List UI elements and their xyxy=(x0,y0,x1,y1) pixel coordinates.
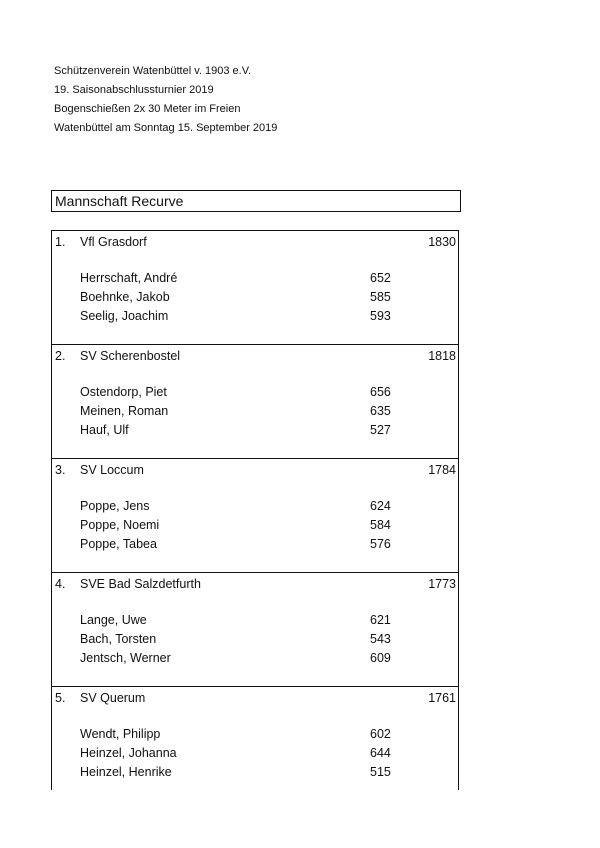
member-row xyxy=(52,421,458,440)
team-rank: 1. xyxy=(55,235,66,249)
member-score: 609 xyxy=(370,651,391,665)
member-row xyxy=(52,288,458,307)
member-row xyxy=(52,269,458,288)
discipline: Bogenschießen 2x 30 Meter im Freien xyxy=(54,103,241,115)
member-row xyxy=(52,763,458,782)
event-date: Watenbüttel am Sonntag 15. September 2019 xyxy=(54,122,278,134)
team-rank: 3. xyxy=(55,463,66,477)
member-row xyxy=(52,497,458,516)
member-score: 543 xyxy=(370,632,391,646)
team-block xyxy=(52,230,458,344)
member-name: Meinen, Roman xyxy=(80,404,169,418)
team-block xyxy=(52,572,458,686)
member-name: Wendt, Philipp xyxy=(80,727,161,741)
member-row xyxy=(52,630,458,649)
team-total: 1773 xyxy=(428,577,456,591)
team-total: 1784 xyxy=(428,463,456,477)
member-score: 644 xyxy=(370,746,391,760)
member-name: Heinzel, Johanna xyxy=(80,746,177,760)
member-row xyxy=(52,516,458,535)
team-rank: 2. xyxy=(55,349,66,363)
member-name: Seelig, Joachim xyxy=(80,309,169,323)
member-name: Heinzel, Henrike xyxy=(80,765,172,779)
member-score: 621 xyxy=(370,613,391,627)
member-row xyxy=(52,383,458,402)
team-name: Vfl Grasdorf xyxy=(80,235,147,249)
member-score: 635 xyxy=(370,404,391,418)
member-row xyxy=(52,535,458,554)
member-row xyxy=(52,649,458,668)
member-score: 576 xyxy=(370,537,391,551)
member-list xyxy=(52,383,458,440)
section-title: Mannschaft Recurve xyxy=(51,190,461,212)
team-total: 1761 xyxy=(428,691,456,705)
team-header xyxy=(52,687,458,709)
team-rank: 4. xyxy=(55,577,66,591)
member-list xyxy=(52,725,458,782)
member-score: 515 xyxy=(370,765,391,779)
team-header xyxy=(52,573,458,595)
document-header xyxy=(54,62,277,138)
member-score: 652 xyxy=(370,271,391,285)
team-name: SV Querum xyxy=(80,691,146,705)
team-header xyxy=(52,345,458,367)
member-score: 585 xyxy=(370,290,391,304)
member-score: 584 xyxy=(370,518,391,532)
team-results xyxy=(51,230,459,790)
member-name: Lange, Uwe xyxy=(80,613,147,627)
team-name: SV Loccum xyxy=(80,463,144,477)
member-row xyxy=(52,307,458,326)
member-score: 527 xyxy=(370,423,391,437)
team-name: SVE Bad Salzdetfurth xyxy=(80,577,201,591)
member-row xyxy=(52,611,458,630)
member-list xyxy=(52,497,458,554)
member-score: 602 xyxy=(370,727,391,741)
club-name: Schützenverein Watenbüttel v. 1903 e.V. xyxy=(54,65,252,77)
member-name: Jentsch, Werner xyxy=(80,651,171,665)
member-name: Ostendorp, Piet xyxy=(80,385,167,399)
member-score: 624 xyxy=(370,499,391,513)
member-score: 593 xyxy=(370,309,391,323)
team-block xyxy=(52,458,458,572)
team-total: 1830 xyxy=(428,235,456,249)
member-name: Poppe, Tabea xyxy=(80,537,157,551)
member-name: Boehnke, Jakob xyxy=(80,290,170,304)
member-row xyxy=(52,725,458,744)
member-row xyxy=(52,402,458,421)
team-name: SV Scherenbostel xyxy=(80,349,181,363)
member-list xyxy=(52,269,458,326)
team-block xyxy=(52,686,458,790)
member-name: Hauf, Ulf xyxy=(80,423,129,437)
team-block xyxy=(52,344,458,458)
team-total: 1818 xyxy=(428,349,456,363)
member-name: Poppe, Jens xyxy=(80,499,150,513)
member-list xyxy=(52,611,458,668)
tournament-name: 19. Saisonabschlussturnier 2019 xyxy=(54,84,214,96)
member-row xyxy=(52,744,458,763)
team-header xyxy=(52,459,458,481)
member-name: Bach, Torsten xyxy=(80,632,157,646)
member-score: 656 xyxy=(370,385,391,399)
member-name: Poppe, Noemi xyxy=(80,518,160,532)
team-header xyxy=(52,231,458,253)
member-name: Herrschaft, André xyxy=(80,271,178,285)
team-rank: 5. xyxy=(55,691,66,705)
